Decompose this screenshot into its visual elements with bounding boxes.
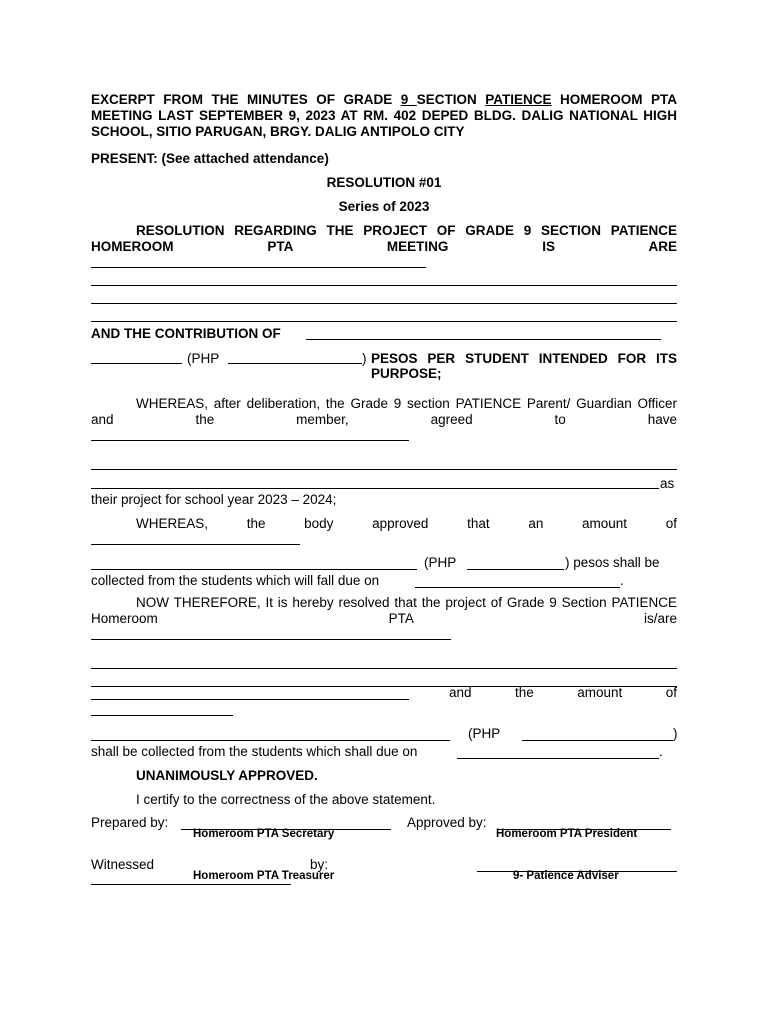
whereas-amount: WHEREAS, the body approved that an amount of bbox=[136, 516, 677, 531]
blank-line bbox=[91, 288, 677, 304]
php-close: ) bbox=[673, 726, 678, 741]
php-label: (PHP bbox=[424, 555, 457, 570]
header-section: PATIENCE bbox=[485, 92, 552, 107]
approved-by-label: Approved by: bbox=[407, 815, 487, 830]
and-amount-text: and the amount of bbox=[449, 685, 677, 700]
php-close: ) bbox=[362, 351, 367, 366]
resolution-number: RESOLUTION #01 bbox=[326, 175, 442, 190]
treasurer-signature-line bbox=[91, 872, 291, 885]
php-amount-row bbox=[91, 555, 677, 573]
as-row bbox=[91, 474, 677, 492]
blank-line bbox=[457, 746, 659, 759]
signature-row-1 bbox=[91, 815, 677, 851]
blank-line bbox=[91, 476, 659, 489]
shall-collected-row bbox=[91, 744, 677, 762]
treasurer-title: Homeroom PTA Treasurer bbox=[193, 870, 335, 882]
collected-due-row bbox=[91, 573, 677, 591]
now-therefore-text: NOW THEREFORE, It is hereby resolved that the project of Grade 9 Section PATIENCE Homeroom PTA is/are bbox=[91, 595, 677, 626]
shall-collected-text: shall be collected from the students which shall due on bbox=[91, 744, 418, 759]
contribution-label: AND THE CONTRIBUTION OF bbox=[91, 326, 281, 341]
blank-line bbox=[91, 557, 417, 570]
resolution-series: Series of 2023 bbox=[338, 199, 430, 214]
secretary-title: Homeroom PTA Secretary bbox=[193, 828, 335, 840]
pesos-collected-text: ) pesos shall be bbox=[565, 555, 660, 570]
period: . bbox=[620, 573, 624, 588]
resolution-title: RESOLUTION REGARDING THE PROJECT OF GRADE 9 SECTION PATIENCE HOMEROOM PTA MEETING IS ARE bbox=[91, 223, 677, 254]
whereas-agreed: WHEREAS, after deliberation, the Grade 9 section PATIENCE Parent/ Guardian Officer and the member, agreed to have bbox=[91, 396, 677, 427]
blank-line bbox=[91, 306, 677, 322]
blank-line bbox=[228, 351, 362, 364]
resolution-document bbox=[91, 92, 677, 897]
contribution-row bbox=[91, 324, 677, 346]
school-year-text: their project for school year 2023 – 2024; bbox=[91, 492, 337, 507]
as-text: as bbox=[660, 476, 675, 491]
header-part-1: EXCERPT FROM THE MINUTES OF GRADE bbox=[91, 92, 401, 107]
signature-row-2 bbox=[91, 857, 677, 897]
and-amount-row bbox=[91, 687, 677, 704]
blank-line bbox=[91, 653, 677, 669]
collected-due-text: collected from the students which will fall due on bbox=[91, 573, 380, 588]
present-line: PRESENT: (See attached attendance) bbox=[91, 151, 329, 166]
php-row bbox=[91, 349, 677, 381]
blank-line bbox=[91, 270, 677, 286]
by-label: by: bbox=[310, 857, 329, 872]
php-second-row bbox=[91, 726, 677, 744]
php-label: (PHP bbox=[468, 726, 501, 741]
blank-line bbox=[467, 557, 564, 570]
certify-statement: I certify to the correctness of the above statement. bbox=[136, 792, 436, 807]
php-label: (PHP bbox=[187, 351, 220, 366]
witnessed-label: Witnessed bbox=[91, 857, 155, 872]
blank-line bbox=[415, 575, 620, 588]
header-part-2: SECTION bbox=[416, 92, 486, 107]
header-part-3: HOMEROOM PTA MEETING LAST SEPTEMBER 9, 2023 AT RM. 402 DEPED BLDG. DALIG NATIONAL HIGH SCHOOL, SITIO PARUGAN, BRGY. DALIG ANTIPOLO CITY bbox=[91, 92, 677, 139]
blank-line bbox=[91, 687, 409, 700]
president-title: Homeroom PTA President bbox=[496, 828, 638, 840]
blank-line bbox=[91, 454, 677, 470]
unanimously-approved: UNANIMOUSLY APPROVED. bbox=[136, 768, 318, 783]
period: . bbox=[659, 744, 663, 759]
blank-line bbox=[91, 351, 182, 364]
blank-line bbox=[91, 529, 300, 545]
adviser-title: 9- Patience Adviser bbox=[513, 870, 619, 882]
header-grade: 9 bbox=[400, 92, 417, 107]
pesos-purpose-text: PESOS PER STUDENT INTENDED FOR ITS PURPOSE; bbox=[371, 351, 677, 381]
minutes-header bbox=[91, 92, 677, 140]
blank-line bbox=[306, 327, 661, 340]
blank-line bbox=[522, 728, 673, 741]
prepared-by-label: Prepared by: bbox=[91, 815, 169, 830]
blank-line bbox=[91, 728, 450, 741]
